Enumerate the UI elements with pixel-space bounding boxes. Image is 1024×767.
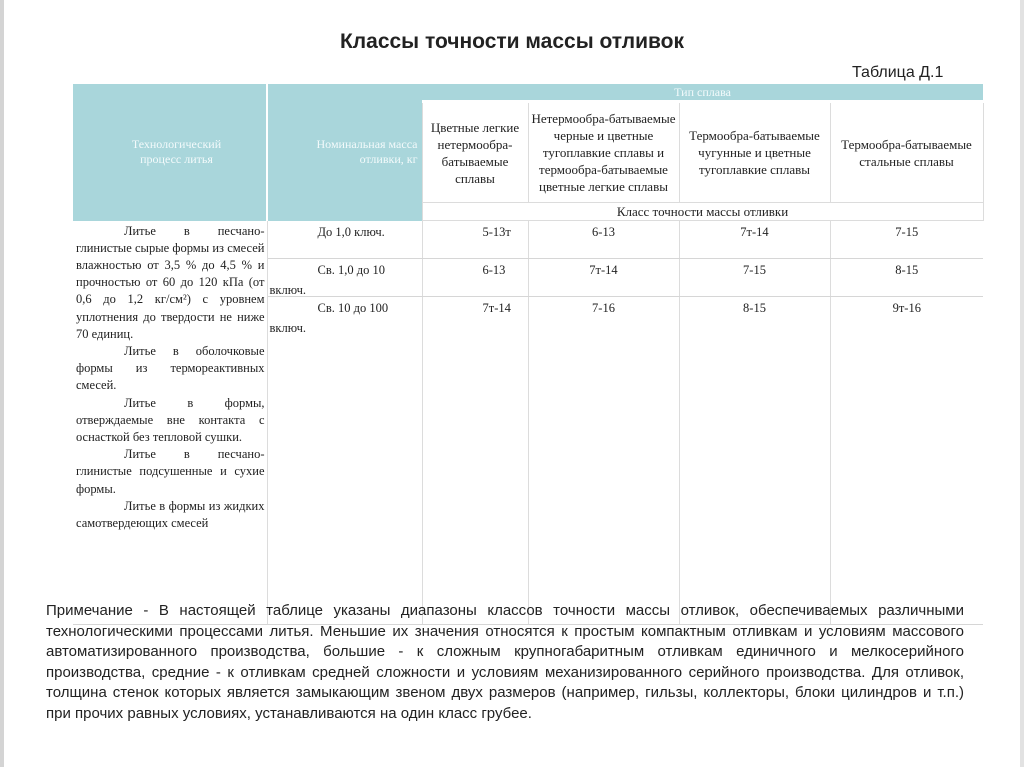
page-title: Классы точности массы отливок — [339, 30, 684, 53]
mass-cell: Св. 10 до 100 включ. — [267, 297, 422, 335]
class-value: 6-13 — [528, 221, 679, 259]
table-reference: Таблица Д.1 — [852, 64, 944, 81]
header-alloy-type: Тип сплава — [422, 84, 983, 102]
alloy-type-3: Термообра-батываемые чугунные и цветные тугоплавкие сплавы — [679, 102, 830, 203]
class-value: 9т-16 — [830, 297, 983, 335]
alloy-type-2: Нетермообра-батываемые черные и цветные тугоплавкие сплавы и термообра-батываемые цветные легкие сплавы — [528, 102, 679, 203]
class-value: 7т-14 — [528, 259, 679, 297]
class-value: 7т-14 — [422, 297, 528, 335]
tech-process-item: Литье в оболочковые формы из термореактивных смесей. — [76, 343, 265, 393]
header-accuracy-class: Класс точности массы отливки — [422, 203, 983, 221]
accuracy-classes-table — [73, 84, 984, 625]
slide-frame-left — [0, 0, 4, 767]
tech-process-item: Литье в формы из жидких самотвердеющих смесей — [76, 498, 265, 530]
header-tech-process: Технологический процесс литья — [73, 84, 267, 221]
class-value: 8-15 — [830, 259, 983, 297]
slide-frame-right — [1020, 0, 1024, 767]
class-value: 7-16 — [528, 297, 679, 335]
class-value: 5-13т — [422, 221, 528, 259]
tech-process-item: Литье в формы, отверждаемые вне контакта с оснасткой без тепловой сушки. — [76, 395, 265, 444]
table-note: Примечание - В настоящей таблице указаны диапазоны классов точности массы отливок, обеспечиваемых различными технологическими процессами литья. Меньшие их значения относятся к простым компактным отливкам и условиям массового автоматизированного производства, большие - к сложным крупногабаритным отливкам единичного и мелкосерийного производства, средние - к отливкам средней сложности и условиям механизированного серийного производства. Для отливок, толщина стенок которых является замыкающим звеном двух размеров (например, гильзы, коллекторы, блоки цилиндров и т.п.) при прочих равных условиях, устанавливаются на один класс грубее. — [46, 602, 964, 722]
class-value: 6-13 — [422, 259, 528, 297]
table-row — [73, 221, 983, 259]
class-value: 7-15 — [830, 221, 983, 259]
mass-cell: До 1,0 ключ. — [267, 221, 422, 259]
alloy-type-1: Цветные легкие нетермообра-батываемые сплавы — [422, 102, 528, 203]
class-value: 7т-14 — [679, 221, 830, 259]
mass-cell: Св. 1,0 до 10 включ. — [267, 259, 422, 297]
class-value: 8-15 — [679, 297, 830, 335]
tech-process-item: Литье в песчано-глинистые подсушенные и сухие формы. — [76, 447, 265, 496]
header-nominal-mass: Номинальная масса отливки, кг — [267, 84, 422, 221]
tech-process-item: Литье в песчано-глинистые сырые формы из смесей влажностью от 3,5 % до 4,5 % и прочностью от 60 до 120 кПа (от 0,6 до 1,2 кг/см²) с уровнем уплотнения до твердости не ниже 70 единиц. — [76, 223, 265, 341]
class-value: 7-15 — [679, 259, 830, 297]
tech-process-cell — [73, 221, 267, 625]
alloy-type-4: Термообра-батываемые стальные сплавы — [830, 102, 983, 203]
